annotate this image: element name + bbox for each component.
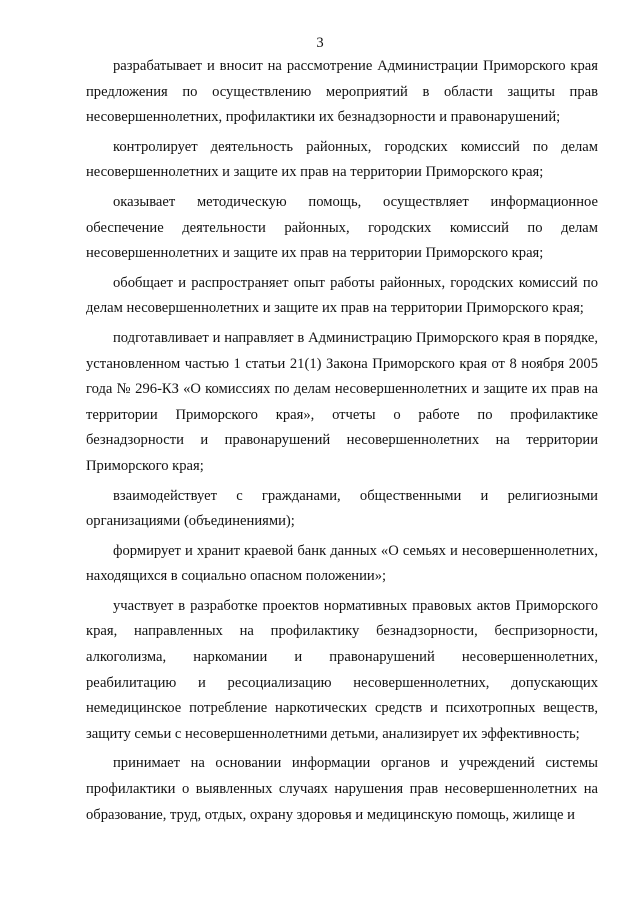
document-body	[86, 54, 598, 832]
page-number: 3	[316, 35, 324, 51]
paragraph-develops-proposals: разрабатывает и вносит на рассмотрение Администрации Приморского края предложения по осуществлению мероприятий в области защиты прав несовершеннолетних, профилактики их безнадзорности и правонарушений;	[86, 58, 598, 126]
paragraph-interacts: взаимодействует с гражданами, общественными и религиозными организациями (объединениями);	[86, 487, 598, 530]
paragraph-participates-drafting: участвует в разработке проектов нормативных правовых актов Приморского края, направленных на профилактику безнадзорности, беспризорности, алкоголизма, наркомании и правонарушений несовершеннолетних, реабилитацию и ресоциализацию несовершеннолетних, допускающих немедицинское потребление наркотических средств и психотропных веществ, защиту семьи с несовершеннолетними детьми, анализирует их эффективность;	[86, 597, 598, 742]
paragraph-takes-measures: принимает на основании информации органов и учреждений системы профилактики о выявленных случаях нарушения прав несовершеннолетних на образование, труд, отдых, охрану здоровья и медицинскую помощь, жилище и	[86, 755, 598, 823]
paragraph-generalizes-experience: обобщает и распространяет опыт работы районных, городских комиссий по делам несовершеннолетних и защите их прав на территории Приморского края;	[86, 274, 598, 317]
paragraph-controls-activity: контролирует деятельность районных, городских комиссий по делам несовершеннолетних и защите их прав на территории Приморского края;	[86, 138, 598, 181]
paragraph-prepares-reports: подготавливает и направляет в Администрацию Приморского края в порядке, установленном частью 1 статьи 21(1) Закона Приморского края от 8 ноября 2005 года № 296-КЗ «О комиссиях по делам несовершеннолетних и защите их прав на территории Приморского края», отчеты о работе по профилактике безнадзорности и правонарушений несовершеннолетних на территории Приморского края;	[86, 329, 598, 474]
paragraph-methodical-help: оказывает методическую помощь, осуществляет информационное обеспечение деятельности районных, городских комиссий по делам несовершеннолетних и защите их прав на территории Приморского края;	[86, 193, 598, 262]
paragraph-data-bank: формирует и хранит краевой банк данных «О семьях и несовершеннолетних, находящихся в социально опасном положении»;	[86, 542, 598, 585]
